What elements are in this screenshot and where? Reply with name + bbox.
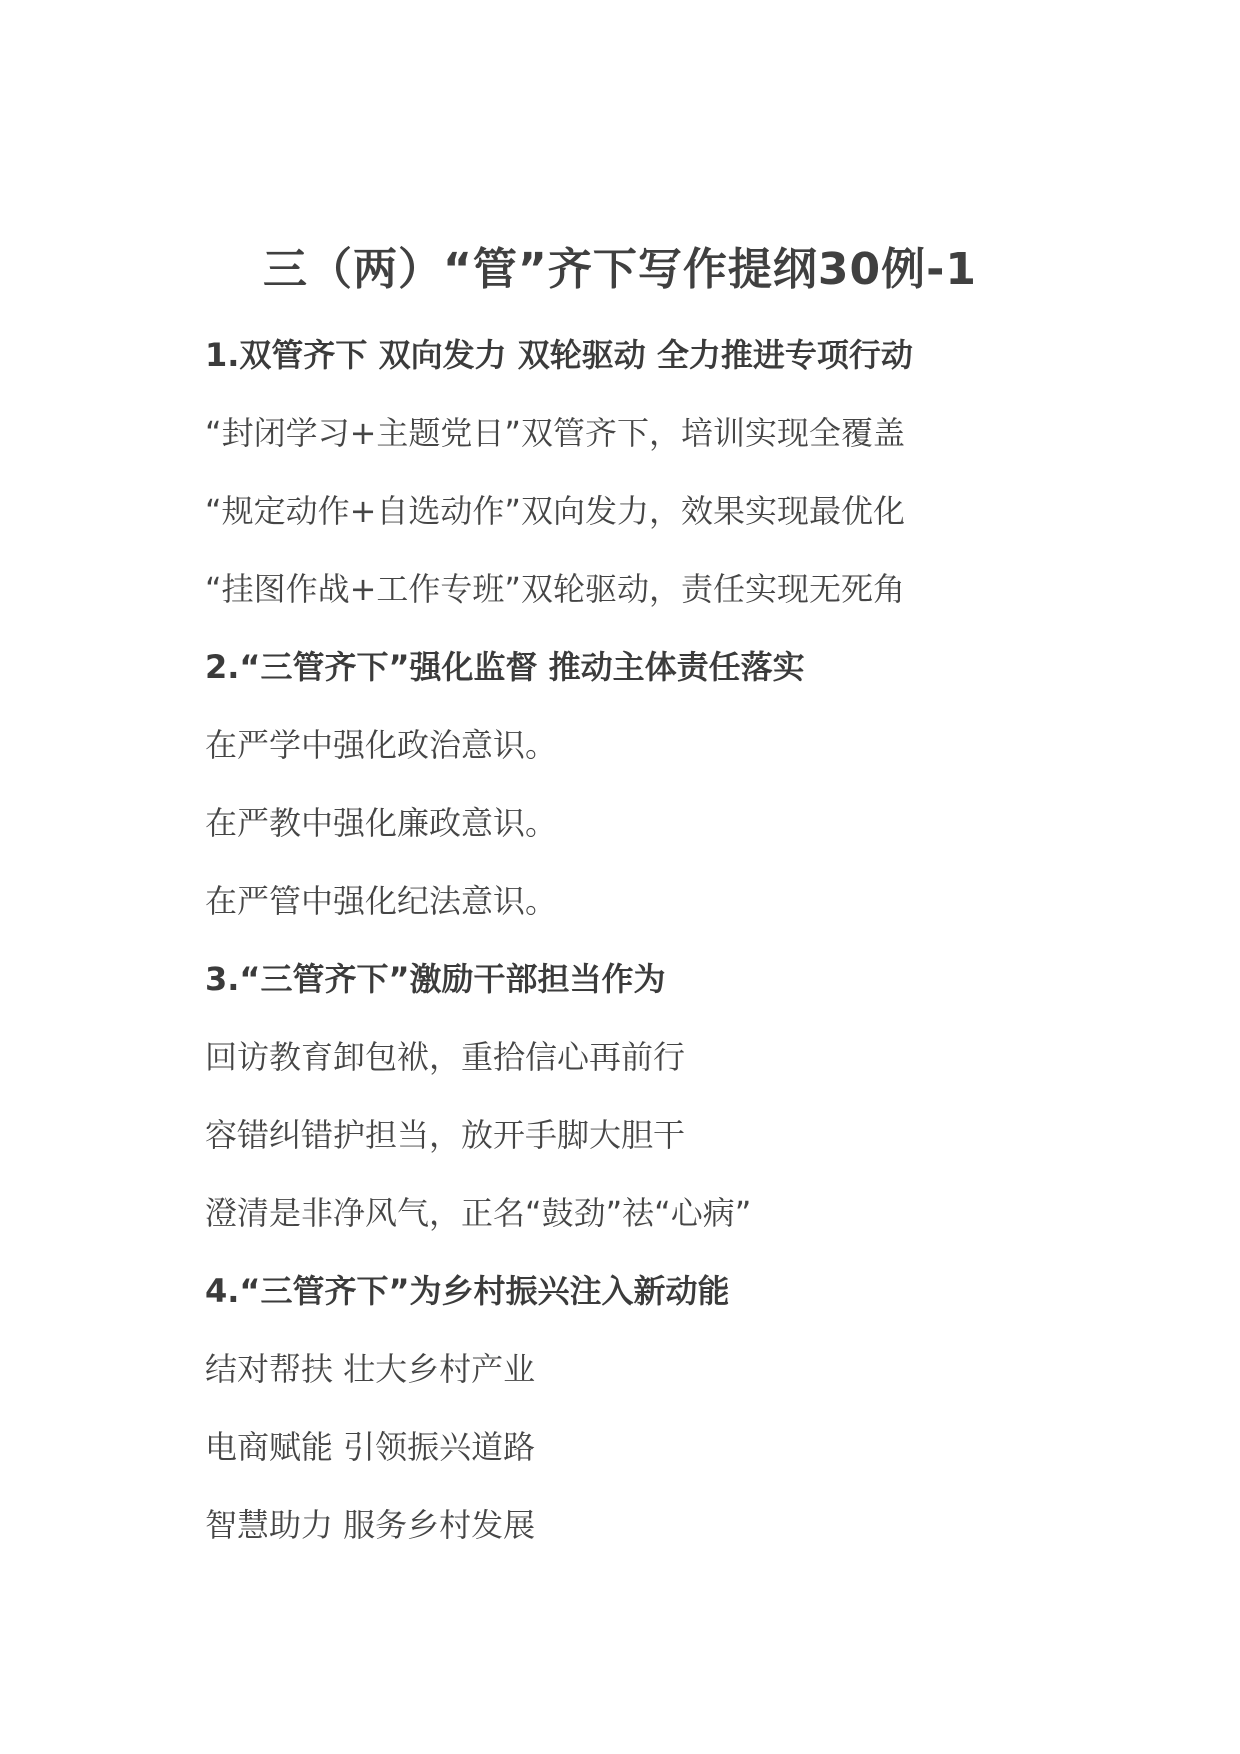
body-line: 回访教育卸包袱，重拾信心再前行: [205, 1038, 686, 1076]
section-heading-2: 2.“三管齐下”强化监督 推动主体责任落实: [205, 648, 805, 686]
body-line: 澄清是非净风气，正名“鼓劲”祛“心病”: [205, 1194, 752, 1232]
body-line: “挂图作战+工作专班”双轮驱动，责任实现无死角: [205, 570, 905, 608]
document-title: 三（两）“管”齐下写作提纲30例-1: [263, 244, 977, 295]
body-line: “封闭学习+主题党日”双管齐下，培训实现全覆盖: [205, 414, 905, 452]
section-heading-4: 4.“三管齐下”为乡村振兴注入新动能: [205, 1272, 730, 1310]
body-line: 在严教中强化廉政意识。: [205, 804, 558, 842]
body-line: 结对帮扶 壮大乡村产业: [205, 1350, 536, 1388]
body-line: 电商赋能 引领振兴道路: [205, 1428, 536, 1466]
section-heading-3: 3.“三管齐下”激励干部担当作为: [205, 960, 666, 998]
document-body: [205, 316, 1105, 1564]
section-heading-1: 1.双管齐下 双向发力 双轮驱动 全力推进专项行动: [205, 336, 913, 374]
body-line: 容错纠错护担当，放开手脚大胆干: [205, 1116, 686, 1154]
body-line: “规定动作+自选动作”双向发力，效果实现最优化: [205, 492, 905, 530]
body-line: 在严学中强化政治意识。: [205, 726, 558, 764]
body-line: 智慧助力 服务乡村发展: [205, 1506, 536, 1544]
body-line: 在严管中强化纪法意识。: [205, 882, 558, 920]
